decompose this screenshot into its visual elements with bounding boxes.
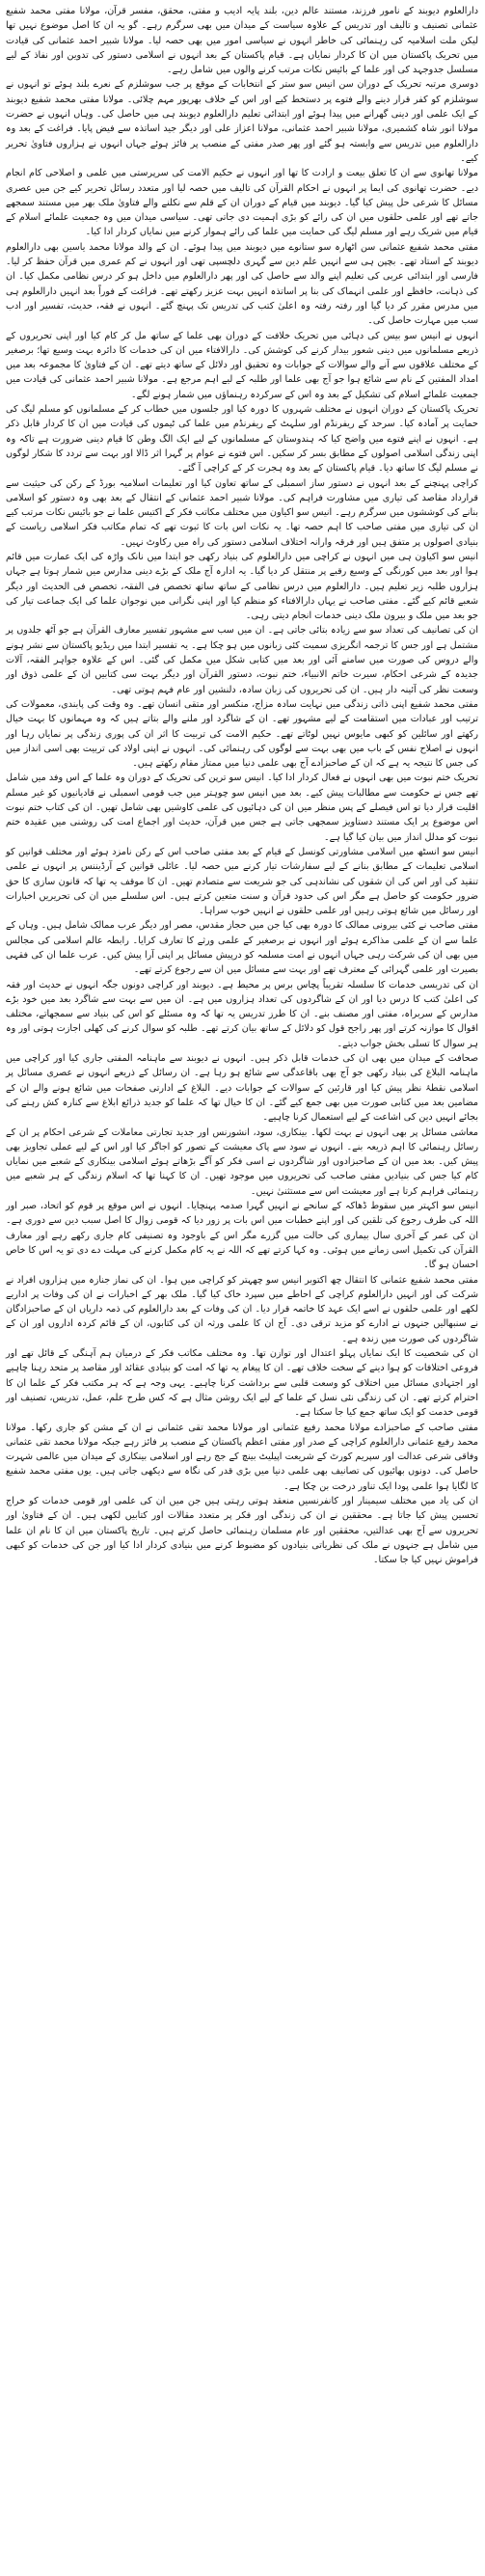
article-paragraph: مفتی صاحب کے صاحبزادے مولانا محمد رفیع عثمانی اور مولانا محمد تقی عثمانی نے ان کے مشن کو جاری رکھا۔ مولانا محمد رفیع عثمانی دارالعلوم کراچی کے صدر اور مفتی اعظم پاکستان کے منصب پر فائز رہے جبکہ مولانا محمد تقی عثمانی وفاقی شرعی عدالت اور سپریم کورٹ کے شریعت اپیلیٹ بینچ کے جج رہے اور اسلامی بینکاری کے میدان میں عالمی شہرت حاصل کی۔ دونوں بھائیوں کی تصانیف بھی علمی دنیا میں بڑی قدر کی نگاہ سے دیکھی جاتی ہیں۔ یوں مفتی محمد شفیع کا لگایا ہوا علمی پودا ایک تناور درخت بن چکا ہے۔ (6, 1422, 478, 1492)
article-paragraph: مفتی محمد شفیع عثمانی سن اٹھارہ سو ستانوے میں دیوبند میں پیدا ہوئے۔ ان کے والد مولانا محمد یاسین بھی دارالعلوم دیوبند کے استاد تھے۔ بچپن ہی سے انہیں علم دین سے گہری دلچسپی تھی اور انہوں نے کم عمری میں قرآن حفظ کر لیا۔ فارسی اور ابتدائی عربی کی تعلیم اپنے والد سے حاصل کی اور پھر دارالعلوم میں داخل ہو کر درس نظامی مکمل کیا۔ ان کی ذہانت، حافظے اور علمی انہماک کی بنا پر اساتذہ انہیں بہت عزیز رکھتے تھے۔ فراغت کے فوراً بعد انہیں دارالعلوم ہی میں مدرس مقرر کر دیا گیا اور رفتہ رفتہ وہ اعلیٰ کتب کی تدریس تک پہنچ گئے۔ انہوں نے فقہ، حدیث، تفسیر اور ادب سب میں مہارت حاصل کی۔ (6, 241, 478, 327)
article-paragraph: مولانا تھانوی سے ان کا تعلق بیعت و ارادت کا تھا اور انہوں نے حکیم الامت کی سرپرستی میں علمی و اصلاحی کام انجام دیے۔ حضرت تھانوی کی ایما پر انہوں نے احکام القرآن کی تالیف میں حصہ لیا اور متعدد رسائل تحریر کیے جن میں عصری مسائل کا شرعی حل پیش کیا گیا۔ دیوبند میں قیام کے دوران ان کے قلم سے نکلنے والے فتاویٰ ملک بھر میں مستند سمجھے جاتے تھے اور علمی حلقوں میں ان کی رائے کو بڑی اہمیت دی جاتی تھی۔ سیاسی میدان میں وہ جمعیت علمائے اسلام کے قیام میں شریک رہے اور مسلم لیگ کی حمایت میں علما کی رائے ہموار کرنے میں نمایاں کردار ادا کیا۔ (6, 168, 478, 238)
article-paragraph: انیس سو انسٹھ میں اسلامی مشاورتی کونسل کے قیام کے بعد مفتی صاحب اس کے رکن نامزد ہوئے اور مختلف قوانین کو اسلامی تعلیمات کے مطابق بنانے کے لیے سفارشات تیار کرنے میں حصہ لیا۔ عائلی قوانین کے آرڈیننس پر انہوں نے علمی تنقید کی اور اس کی ان شقوں کی نشاندہی کی جو شریعت سے متصادم تھیں۔ ان کا موقف یہ تھا کہ قانون سازی کا حق ضرور حکومت کو حاصل ہے مگر اس کی حدود قرآن و سنت متعین کرتے ہیں۔ اس سلسلے میں ان کی تحریریں اخبارات اور رسائل میں شائع ہوتی رہیں اور علمی حلقوں نے انہیں خوب سراہا۔ (6, 846, 478, 917)
article-paragraph: مفتی محمد شفیع اپنی ذاتی زندگی میں نہایت سادہ مزاج، منکسر اور متقی انسان تھے۔ وہ وقت کی پابندی، معمولات کی ترتیب اور عبادات میں استقامت کے لیے مشہور تھے۔ ان کے شاگرد اور ملنے والے بتاتے ہیں کہ وہ مہمانوں کا بہت خیال رکھتے اور سائلین کو کبھی مایوس نہیں لوٹاتے تھے۔ حکیم الامت کی تربیت کا اثر ان کی پوری زندگی پر نمایاں رہا اور انہوں نے اصلاح نفس کے باب میں بھی بہت سے لوگوں کی رہنمائی کی۔ انہوں نے اپنی اولاد کی تربیت بھی اسی انداز میں کی جس کا نتیجہ یہ ہے کہ ان کے صاحبزادے آج بھی علمی دنیا میں ممتاز مقام رکھتے ہیں۔ (6, 698, 478, 770)
article-paragraph: ان کی تصانیف کی تعداد سو سے زیادہ بتائی جاتی ہے۔ ان میں سب سے مشہور تفسیر معارف القرآن ہے جو آٹھ جلدوں پر مشتمل ہے اور جس کا ترجمہ انگریزی سمیت کئی زبانوں میں ہو چکا ہے۔ یہ تفسیر ابتدا میں ریڈیو پاکستان سے نشر ہونے والے دروس کی صورت میں سامنے آئی اور بعد میں کتابی شکل میں مکمل کی گئی۔ اس کے علاوہ جواہر الفقہ، آلات جدیدہ کے شرعی احکام، سیرت خاتم الانبیاء، ختم نبوت، دستور القرآن اور دیگر بہت سی کتابیں ان کے علمی ذوق اور وسعت نظر کی آئینہ دار ہیں۔ ان کی تحریروں کی زبان سادہ، دلنشین اور عام فہم ہوتی تھی۔ (6, 625, 478, 695)
article-paragraph: مفتی محمد شفیع عثمانی کا انتقال چھ اکتوبر انیس سو چھہتر کو کراچی میں ہوا۔ ان کی نماز جنازہ میں ہزاروں افراد نے شرکت کی اور انہیں دارالعلوم کراچی کے احاطے میں سپرد خاک کیا گیا۔ ملک بھر کے اخبارات نے ان کی وفات پر اداریے لکھے اور علمی حلقوں نے اسے ایک عہد کا خاتمہ قرار دیا۔ ان کی وفات کے بعد دارالعلوم کی ذمہ داریاں ان کے صاحبزادگان نے سنبھالیں جنہوں نے ادارے کو مزید ترقی دی۔ آج ان کا علمی ورثہ ان کی کتابوں، ان کے قائم کردہ اداروں اور ان کے شاگردوں کی صورت میں زندہ ہے۔ (6, 1274, 478, 1344)
article-paragraph: دوسری مرتبہ تحریک کے دوران سن انیس سو ستر کے انتخابات کے موقع پر جب سوشلزم کے نعرے بلند ہوئے تو انہوں نے سوشلزم کو کفر قرار دینے والے فتوے پر دستخط کیے اور اس کے خلاف بھرپور مہم چلائی۔ مولانا مفتی محمد شفیع دیوبند کے ایک علمی اور دینی گھرانے میں پیدا ہوئے اور ابتدائی تعلیم دارالعلوم دیوبند ہی میں حاصل کی۔ وہاں انہوں نے حضرت مولانا انور شاہ کشمیری، مولانا شبیر احمد عثمانی، مولانا اعزاز علی اور دیگر جید اساتذہ سے فیض پایا۔ فراغت کے بعد وہ دارالعلوم میں تدریس سے وابستہ ہو گئے اور پھر صدر مفتی کے منصب پر فائز ہوئے جہاں انہوں نے ہزاروں فتاویٰ تحریر کیے۔ (6, 79, 478, 164)
article-paragraph: کراچی پہنچنے کے بعد انہوں نے دستور ساز اسمبلی کے ساتھ تعاون کیا اور تعلیمات اسلامیہ بورڈ کے رکن کی حیثیت سے قرارداد مقاصد کی تیاری میں مشاورت فراہم کی۔ مولانا شبیر احمد عثمانی کے انتقال کے بعد بھی وہ دستور کو اسلامی بنانے کی کوششوں میں سرگرم رہے۔ انیس سو اکیاون میں مختلف مکاتب فکر کے اکتیس علما نے جو بائیس نکات مرتب کیے ان کی تیاری میں مفتی صاحب کا اہم حصہ تھا۔ یہ نکات اس بات کا ثبوت تھے کہ تمام مکاتب فکر اسلامی ریاست کے بنیادی اصولوں پر متفق ہیں اور فرقہ وارانہ اختلاف اسلامی دستور کی راہ میں رکاوٹ نہیں۔ (6, 477, 478, 548)
article-paragraph: تحریک پاکستان کے دوران انہوں نے مختلف شہروں کا دورہ کیا اور جلسوں میں خطاب کر کے مسلمانوں کو مسلم لیگ کی حمایت پر آمادہ کیا۔ سرحد کے ریفرنڈم اور سلہٹ کے ریفرنڈم میں علما کی ٹیموں کی قیادت میں ان کا کردار قابل ذکر ہے۔ انہوں نے اپنے فتوے میں واضح کیا کہ ہندوستان کے مسلمانوں کے لیے ایک الگ وطن کا قیام دینی ضرورت ہے تاکہ وہ اپنی زندگی اسلامی اصولوں کے مطابق بسر کر سکیں۔ اس فتوے نے عوام پر گہرا اثر ڈالا اور بہت سے تردد کا شکار لوگوں نے مسلم لیگ کا ساتھ دیا۔ قیام پاکستان کے بعد وہ ہجرت کر کے کراچی آ گئے۔ (6, 404, 478, 475)
article-paragraph: انہوں نے انیس سو بیس کی دہائی میں تحریک خلافت کے دوران بھی علما کے ساتھ مل کر کام کیا اور اپنی تحریروں کے ذریعے مسلمانوں میں دینی شعور بیدار کرنے کی کوشش کی۔ دارالافتاء میں ان کی خدمات کا دائرہ بہت وسیع تھا؛ برصغیر کے مختلف علاقوں سے آنے والے سوالات کے جوابات وہ تحقیق اور دلائل کے ساتھ دیتے تھے۔ ان کے فتاویٰ کا مجموعہ بعد میں امداد المفتین کے نام سے شائع ہوا جو آج بھی علما اور طلبہ کے لیے اہم مرجع ہے۔ مولانا شبیر احمد عثمانی کی قیادت میں جمعیت علمائے اسلام کی تشکیل کے بعد وہ اس کے سرکردہ رہنماؤں میں شمار ہونے لگے۔ (6, 330, 478, 400)
article-paragraph: دارالعلوم دیوبند کے نامور فرزند، مستند عالم دین، بلند پایہ ادیب و مفتی، محقق، مفسر قرآن، مولانا مفتی محمد شفیع عثمانی تصنیف و تالیف اور تدریس کے علاوہ سیاست کے میدان میں بھی سرگرم رہے۔ گو یہ ان کا اصل موضوع نہیں تھا لیکن ملت اسلامیہ کی رہنمائی کی خاطر انہوں نے سیاسی امور میں بھی حصہ لیا۔ مولانا شبیر احمد عثمانی کی قیادت میں تحریک پاکستان میں ان کا کردار نمایاں ہے۔ قیام پاکستان کے بعد انہوں نے اسلامی دستور کی تدوین اور نفاذ کے لیے مسلسل جدوجہد کی اور علما کے بائیس نکات مرتب کرنے والوں میں شامل رہے۔ (6, 6, 478, 76)
article-paragraph: مفتی صاحب نے کئی بیرونی ممالک کا دورہ بھی کیا جن میں حجاز مقدس، مصر اور دیگر عرب ممالک شامل ہیں۔ وہاں کے علما سے ان کے علمی مذاکرے ہوئے اور انہوں نے برصغیر کے علمی ورثے کا تعارف کرایا۔ رابطہ عالم اسلامی کی مجالس میں بھی ان کی شرکت رہی جہاں انہوں نے امت مسلمہ کو درپیش مسائل پر اپنی آرا پیش کیں۔ عرب علما ان کی فقہی بصیرت اور علمی گہرائی کے معترف تھے اور بہت سے مسائل میں ان سے رجوع کرتے تھے۔ (6, 920, 478, 976)
article-paragraph: ان کی شخصیت کا ایک نمایاں پہلو اعتدال اور توازن تھا۔ وہ مختلف مکاتب فکر کے درمیان ہم آہنگی کے قائل تھے اور فروعی اختلافات کو ہوا دینے کے سخت خلاف تھے۔ ان کا پیغام یہ تھا کہ امت کو بنیادی عقائد اور مقاصد پر متحد رہنا چاہیے اور اجتہادی مسائل میں اختلاف کو وسعت قلبی سے برداشت کرنا چاہیے۔ یہی وجہ ہے کہ ہر مکتب فکر کے علما ان کا احترام کرتے تھے۔ ان کی زندگی نئی نسل کے علما کے لیے ایک روشن مثال ہے کہ کس طرح علم، عمل، تدریس، تصنیف اور قومی خدمت کو ایک ساتھ جمع کیا جا سکتا ہے۔ (6, 1348, 478, 1419)
article-paragraph: انیس سو اکہتر میں سقوط ڈھاکہ کے سانحے نے انہیں گہرا صدمہ پہنچایا۔ انہوں نے اس موقع پر قوم کو اتحاد، صبر اور اللہ کی طرف رجوع کی تلقین کی اور اپنے خطبات میں اس بات پر زور دیا کہ قومی زوال کا اصل سبب دین سے دوری ہے۔ ان کی عمر کے آخری سال بیماری کی حالت میں گزرے مگر اس کے باوجود وہ تصنیفی کام جاری رکھے رہے اور معارف القرآن کی تکمیل اسی زمانے میں ہوئی۔ وہ کہا کرتے تھے کہ اللہ نے یہ کام مکمل کرنے کی مہلت دے دی تو یہ اس کا خاص احسان ہو گا۔ (6, 1201, 478, 1271)
article-paragraph: صحافت کے میدان میں بھی ان کی خدمات قابل ذکر ہیں۔ انہوں نے دیوبند سے ماہنامہ المفتی جاری کیا اور کراچی میں ماہنامہ البلاغ کی بنیاد رکھی جو آج بھی باقاعدگی سے شائع ہو رہا ہے۔ ان رسائل کے ذریعے انہوں نے عصری مسائل پر اسلامی نقطۂ نظر پیش کیا اور قارئین کے سوالات کے جوابات دیے۔ البلاغ کے ادارتی صفحات میں شائع ہونے والے ان کے مضامین بعد میں کتابی صورت میں بھی جمع کیے گئے۔ ان کا خیال تھا کہ علما کو جدید ذرائع ابلاغ سے کنارہ کش رہنے کی بجائے انہیں دین کی اشاعت کے لیے استعمال کرنا چاہیے۔ (6, 1053, 478, 1124)
article-paragraph: انیس سو اکیاون ہی میں انہوں نے کراچی میں دارالعلوم کی بنیاد رکھی جو ابتدا میں نانک واڑہ کی ایک عمارت میں قائم ہوا اور بعد میں کورنگی کے وسیع رقبے پر منتقل کر دیا گیا۔ یہ ادارہ آج ملک کے بڑے دینی مدارس میں شمار ہوتا ہے جہاں ہزاروں طلبہ زیر تعلیم ہیں۔ دارالعلوم میں درس نظامی کے ساتھ ساتھ تخصص فی الفقہ، تخصص فی الحدیث اور دیگر شعبے قائم کیے گئے۔ مفتی صاحب نے یہاں دارالافتاء کو منظم کیا اور اپنی نگرانی میں نوجوان علما کی ایک جماعت تیار کی جو بعد میں ملک و بیرون ملک دینی خدمات انجام دیتی رہی۔ (6, 551, 478, 622)
article-paragraph: تحریک ختم نبوت میں بھی انہوں نے فعال کردار ادا کیا۔ انیس سو ترپن کی تحریک کے دوران وہ علما کے اس وفد میں شامل تھے جس نے حکومت سے مطالبات پیش کیے۔ بعد میں انیس سو چوہتر میں جب قومی اسمبلی نے قادیانیوں کو غیر مسلم اقلیت قرار دیا تو اس فیصلے کے پس منظر میں ان کی دہائیوں کی علمی کاوشیں بھی شامل تھیں۔ ان کی کتاب ختم نبوت اس موضوع پر ایک مستند دستاویز سمجھی جاتی ہے جس میں قرآن، حدیث اور اجماع امت کی روشنی میں عقیدہ ختم نبوت کو مدلل انداز میں بیان کیا گیا ہے۔ (6, 773, 478, 843)
article-paragraph: معاشی مسائل پر بھی انہوں نے بہت لکھا۔ بینکاری، سود، انشورنس اور جدید تجارتی معاملات کے شرعی احکام پر ان کے رسائل رہنمائی کا اہم ذریعہ بنے۔ انہوں نے سود سے پاک معیشت کے تصور کو اجاگر کیا اور اس کے لیے عملی تجاویز بھی پیش کیں۔ بعد میں ان کے صاحبزادوں اور شاگردوں نے اسی فکر کو آگے بڑھاتے ہوئے اسلامی بینکاری کے شعبے میں نمایاں کام کیا جس کی بنیادیں مفتی صاحب کی تحریروں میں موجود تھیں۔ ان کا کہنا تھا کہ اسلام زندگی کے ہر شعبے میں رہنمائی فراہم کرتا ہے اور معیشت اس سے مستثنیٰ نہیں۔ (6, 1126, 478, 1197)
article-paragraph: ان کی تدریسی خدمات کا سلسلہ تقریباً پچاس برس پر محیط ہے۔ دیوبند اور کراچی دونوں جگہ انہوں نے حدیث اور فقہ کی اعلیٰ کتب کا درس دیا اور ان کے شاگردوں کی تعداد ہزاروں میں ہے۔ ان میں سے بہت سے شاگرد بعد میں خود بڑے مدارس کے سربراہ، مفتی اور مصنف بنے۔ ان کا طرز تدریس یہ تھا کہ وہ مسئلے کو اس کی بنیاد سے سمجھاتے، مختلف اقوال کا موازنہ کرتے اور پھر راجح قول کو دلائل کے ساتھ بیان کرتے تھے۔ طلبہ کو سوال کرنے کی کھلی اجازت ہوتی اور وہ ہر سوال کا تسلی بخش جواب دیتے۔ (6, 979, 478, 1049)
article-paragraph: ان کی یاد میں مختلف سیمینار اور کانفرنسیں منعقد ہوتی رہتی ہیں جن میں ان کی علمی اور قومی خدمات کو خراج تحسین پیش کیا جاتا ہے۔ محققین نے ان کی زندگی اور فکر پر متعدد مقالات اور کتابیں لکھی ہیں۔ ان کے فتاویٰ اور تحریروں سے آج بھی عدالتیں، محققین اور عام مسلمان رہنمائی حاصل کرتے ہیں۔ تاریخ پاکستان میں ان کا نام ان علما میں شامل ہے جنہوں نے ملک کی نظریاتی بنیادوں کو مضبوط کرنے میں بنیادی کردار ادا کیا اور جن کی خدمات کو کبھی فراموش نہیں کیا جا سکتا۔ (6, 1495, 478, 1566)
